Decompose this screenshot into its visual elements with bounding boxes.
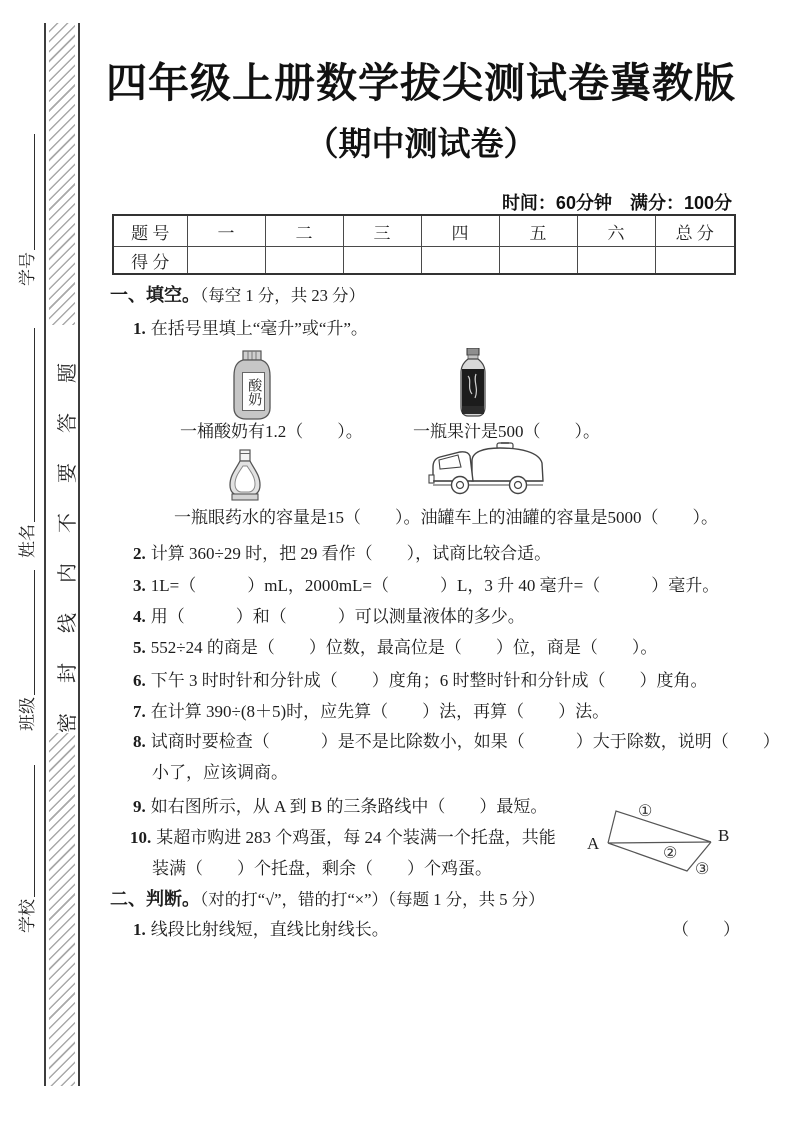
question-10 [130,827,556,849]
name-field [14,328,38,558]
question-text: 计算 360÷29 时，把 29 看作（ ），试商比较合适。 [150,544,552,563]
question-number: 10. [130,828,152,847]
score-row-label: 得 分 [113,247,187,275]
route-label-2: ② [663,845,678,862]
question-1 [133,318,368,340]
score-cell-empty [421,247,499,275]
score-cell-empty [577,247,655,275]
score-header-cell: 四 [421,215,499,247]
section-fill-note: （每空 1 分，共 23 分） [200,286,365,305]
caption-yogurt: 一桶酸奶有1.2（ ）。 [180,422,363,441]
question-text: 试商时要检查（ ）是不是比除数小，如果（ ）大于除数，说明（ ） [150,732,780,751]
judge-answer-bracket: （ ） [672,920,740,939]
question-3 [133,575,719,597]
question-5 [133,637,657,659]
caption-juice: 一瓶果汁是500（ ）。 [413,422,600,441]
question-number: 8. [133,732,146,751]
question-text: 用（ ）和（ ）可以测量液体的多少。 [150,607,525,626]
yogurt-label: 酸奶 [242,372,265,411]
paper-title: 四年级上册数学拔尖测试卷冀教版 [106,60,736,106]
section-fill-title: 一、填空。 [110,285,200,305]
question-8-continued: 小了，应该调商。 [152,763,288,782]
time-score-info: 时间：60分钟 满分：100分 [501,193,732,213]
question-6 [133,670,708,692]
question-number: 9. [133,797,146,816]
question-text: 下午 3 时时针和分针成（ ）度角；6 时整时针和分针成（ ）度角。 [150,671,708,690]
question-number: 3. [133,576,146,595]
blank-line [34,328,35,522]
score-header-cell: 五 [499,215,577,247]
score-cell-empty [265,247,343,275]
class-label: 班级 [18,697,37,731]
blank-line [34,134,35,250]
juice-bottle-illustration [459,348,487,417]
section-judge-heading [110,888,545,911]
question-number: 6. [133,671,146,690]
question-text: 如右图所示，从 A 到 B 的三条路线中（ ）最短。 [150,797,548,816]
school-label: 学校 [18,899,37,933]
route-point-b: B [718,826,730,845]
question-text: 线段比射线短，直线比射线长。 [150,920,389,939]
route-point-a: A [587,834,600,853]
hatch-pattern-bottom [49,733,75,1086]
score-cell-empty [499,247,577,275]
student-id-field [14,134,38,286]
section-fill-heading [110,284,365,307]
question-4 [133,606,525,628]
judge-question-1 [133,919,389,941]
question-8 [133,731,780,753]
school-field [14,765,38,933]
blank-line [34,570,35,695]
name-label: 姓名 [18,524,37,558]
route-label-1: ① [638,803,653,820]
score-header-cell: 二 [265,215,343,247]
question-text: 552÷24 的商是（ ）位数，最高位是（ ）位，商是（ ）。 [150,638,658,657]
paper-subtitle: （期中测试卷） [305,125,537,162]
class-field [14,570,38,731]
route-label-3: ③ [695,861,710,878]
question-number: 5. [133,638,146,657]
question-text: 1L=（ ）mL，2000mL=（ ）L，3 升 40 毫升=（ ）毫升。 [150,576,720,595]
question-text: 某超市购进 283 个鸡蛋，每 24 个装满一个托盘，共能 [156,828,556,847]
score-cell-empty [343,247,421,275]
blank-line [34,765,35,897]
eyedrop-bottle-illustration [226,449,264,501]
score-header-cell: 总 分 [655,215,735,247]
question-number: 7. [133,702,146,721]
question-number: 1. [133,920,146,939]
question-text: 在括号里填上“毫升”或“升”。 [150,319,368,338]
question-2 [133,543,551,565]
seal-line-text: 密封线内不要答题 [57,333,79,733]
score-cell-empty [655,247,735,275]
score-header-cell: 一 [187,215,265,247]
student-id-label: 学号 [18,252,37,286]
tank-truck-illustration [425,441,547,496]
score-cell-empty [187,247,265,275]
question-9 [133,796,547,818]
section-judge-note: （对的打“√”，错的打“×”）（每题 1 分，共 5 分） [200,890,545,909]
question-number: 2. [133,544,146,563]
question-7 [133,701,609,723]
question-number: 4. [133,607,146,626]
hatch-pattern-top [49,23,75,325]
score-table [112,214,736,275]
question-number: 1. [133,319,146,338]
score-header-cell: 题 号 [113,215,187,247]
score-header-cell: 六 [577,215,655,247]
route-diagram [583,786,753,881]
section-judge-title: 二、判断。 [110,889,200,909]
score-header-cell: 三 [343,215,421,247]
question-text: 在计算 390÷(8＋5)时，应先算（ ）法，再算（ ）法。 [150,702,610,721]
caption-eyedrop-truck: 一瓶眼药水的容量是15（ ）。油罐车上的油罐的容量是5000（ ）。 [174,508,718,527]
question-10-continued: 装满（ ）个托盘，剩余（ ）个鸡蛋。 [152,859,492,878]
